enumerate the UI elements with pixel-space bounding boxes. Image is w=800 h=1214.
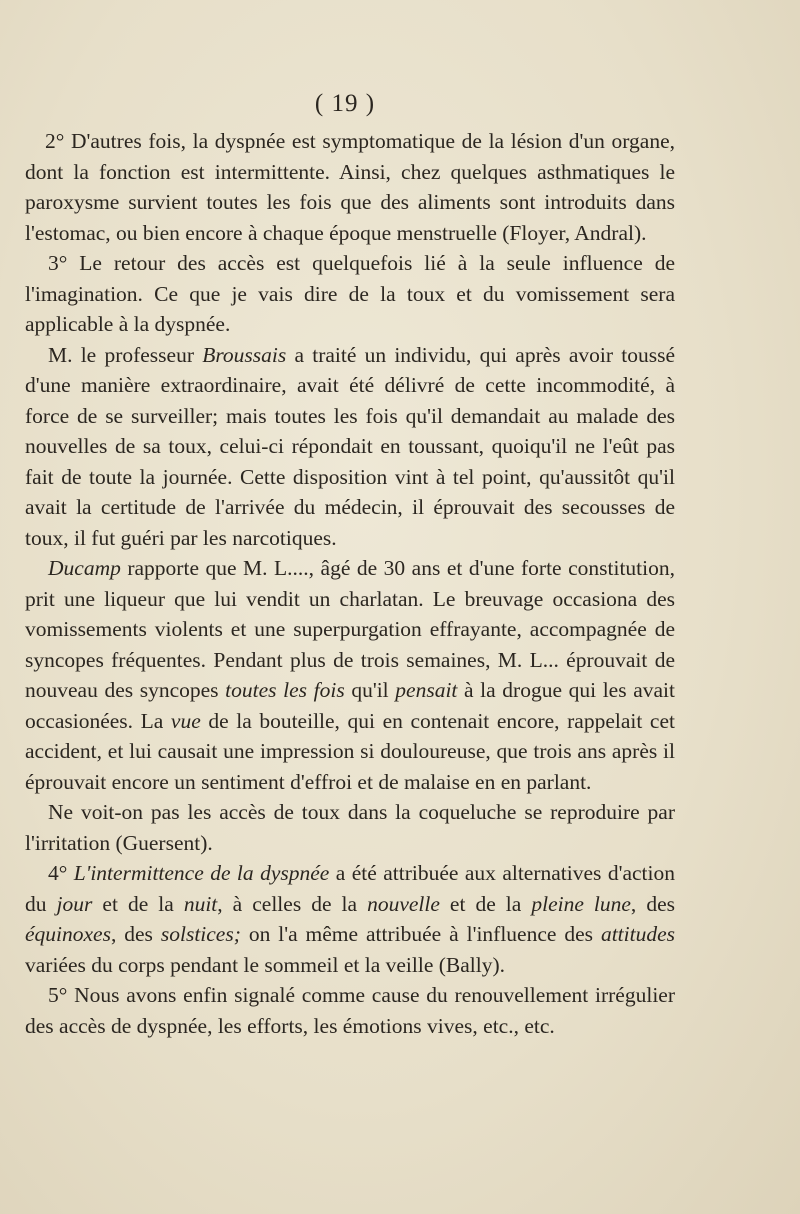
paragraph-6-italic-8: attitudes <box>600 922 675 946</box>
paragraph-6-italic-5: pleine lune <box>531 891 631 916</box>
paragraph-6-text-7: , des <box>110 922 161 946</box>
paragraph-4-text-4: de la bouteille, qui en contenait encore, rappelait cet accident, et lui causait une impression si douloureuse, que trois ans après il éprouvait encore un sentiment d'effroi et de malaise en en parlant. <box>25 708 675 794</box>
paragraph-3 <box>25 340 675 554</box>
paragraph-6-text-1: 4° <box>48 861 74 885</box>
paragraph-4-italic-3: pensait <box>395 678 458 702</box>
paragraph-3-text-1: M. le professeur <box>48 342 203 367</box>
paragraph-6 <box>25 858 675 980</box>
paragraph-1: 2° D'autres fois, la dyspnée est symptomatique de la lésion d'un organe, dont la fonction est intermittente. Ainsi, chez quelques asthmatiques le paroxysme survient toutes les fois que des aliments sont introduits dans l'estomac, ou bien encore à chaque époque menstruelle (Floyer, Andral). <box>25 129 675 245</box>
page-body <box>25 126 675 1041</box>
paragraph-6-italic-1: L'intermittence de la dyspnée <box>73 861 330 885</box>
paragraph-6-text-9: variées du corps pendant le sommeil et la veille (Bally). <box>25 952 506 977</box>
paragraph-6-text-4: , à celles de la <box>217 891 368 916</box>
paragraph-6-italic-7: solstices; <box>160 922 241 946</box>
paragraph-6-italic-3: nuit <box>183 891 218 916</box>
paragraph-3-italic-1: Broussais <box>202 342 287 367</box>
paragraph-2: 3° Le retour des accès est quelquefois lié à la seule influence de l'imagination. Ce que je vais dire de la toux et du vomissement sera applicable à la dyspnée. <box>25 251 675 336</box>
paragraph-7: 5° Nous avons enfin signalé comme cause du renouvellement irrégulier des accès de dyspnée, les efforts, les émotions vives, etc., etc. <box>25 983 675 1038</box>
paragraph-4-text-3: à la drogue qui les avait occasionées. La <box>25 678 675 733</box>
paragraph-6-text-3: et de la <box>92 891 184 916</box>
paragraph-5: Ne voit-on pas les accès de toux dans la coqueluche se reproduire par l'irritation (Guersent). <box>25 800 675 855</box>
paragraph-4-italic-2: toutes les fois <box>225 678 345 702</box>
paragraph-6-text-8: on l'a même attribuée à l'influence des <box>240 922 601 946</box>
paragraph-6-italic-2: jour <box>56 891 93 916</box>
paragraph-4 <box>25 553 675 797</box>
paragraph-4-italic-1: Ducamp <box>48 556 121 580</box>
paragraph-6-text-5: et de la <box>439 891 532 916</box>
paragraph-6-text-2: a été attribuée aux alternatives d'action du <box>25 861 675 916</box>
page-number: ( 19 ) <box>314 90 376 117</box>
paragraph-3-text-2: a traité un individu, qui après avoir toussé d'une manière extraordinaire, avait été délivré de cette incommodité, à force de se surveiller; mais toutes les fois qu'il demandait au malade des nouvelles de sa toux, celui-ci répondait en toussant, quoiqu'il ne l'eût pas fait de toute la journée. Cette disposition vint à tel point, qu'aussitôt qu'il avait la certitude de l'arrivée du médecin, il éprouvait des secousses de toux, il fut guéri par les narcotiques. <box>25 342 676 550</box>
paragraph-6-text-6: , des <box>630 891 675 916</box>
paragraph-6-italic-4: nouvelle <box>367 891 440 916</box>
paragraph-6-italic-6: équinoxes <box>25 922 111 946</box>
paragraph-4-italic-4: vue <box>170 708 201 733</box>
paragraph-4-text-2: qu'il <box>344 678 396 702</box>
paragraph-4-text-1: rapporte que M. L...., âgé de 30 ans et d'une forte constitution, prit une liqueur que lui vendit un charlatan. Le breuvage occasiona des vomissements violents et une superpurgation effrayante, accompagnée de syncopes fréquentes. Pendant plus de trois semaines, M. L... éprouvait de nouveau des syncopes <box>25 556 675 702</box>
